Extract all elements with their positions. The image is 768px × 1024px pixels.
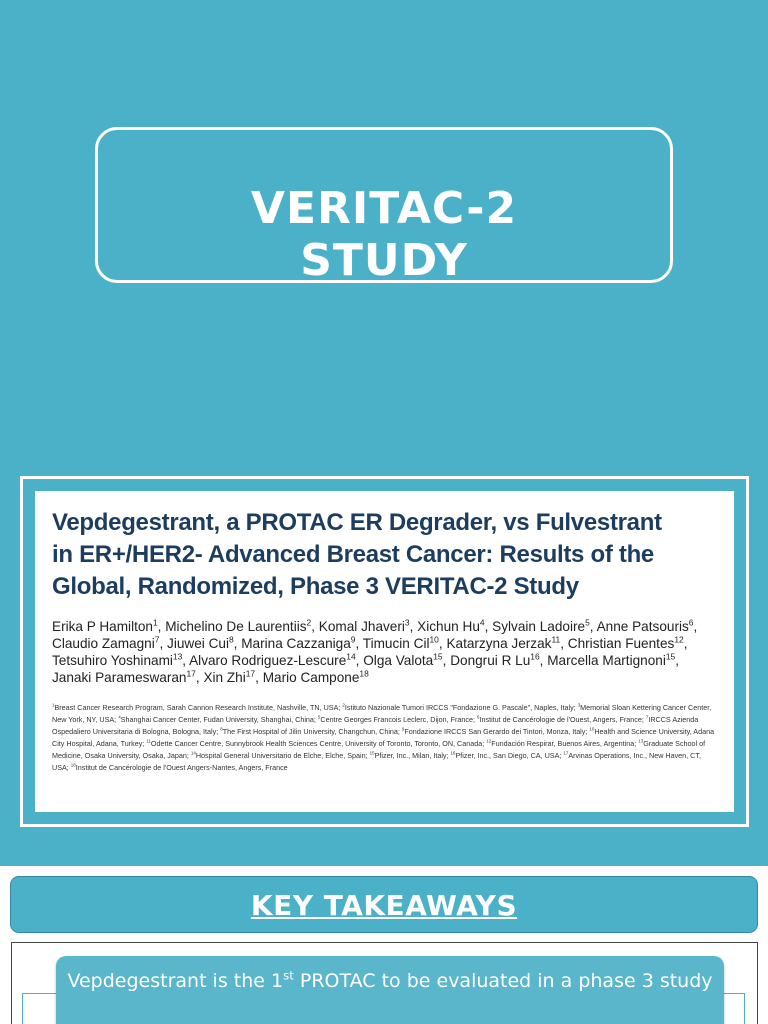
author-affiliation-number: 16 <box>530 651 540 662</box>
affiliation-number: 12 <box>486 738 492 744</box>
author-name: Xin Zhi <box>203 670 246 685</box>
affiliation-number: 7 <box>645 714 649 720</box>
author-affiliation-number: 17 <box>186 668 196 679</box>
affiliation-number: 2 <box>342 702 345 708</box>
affiliation-number: 15 <box>369 750 375 756</box>
affiliation-number: 4 <box>118 714 121 720</box>
affiliation-number: 17 <box>563 750 569 756</box>
author-entry <box>263 670 369 685</box>
affiliation-text: Hospital General Universitario de Elche, Elche, Spain; <box>195 751 370 760</box>
takeaway-point-post: PROTAC to be evaluated in a phase 3 study <box>293 970 713 992</box>
author-entry <box>547 653 675 668</box>
takeaways-panel <box>11 942 758 1024</box>
affiliation-text: Health and Science University, Adana City Hospital, Adana, Turkey; <box>52 727 715 748</box>
author-name: Alvaro Rodriguez-Lescure <box>189 653 347 668</box>
affiliation-text: Istituto Nazionale Tumori IRCCS "Fondazione G. Pascale", Naples, Italy; <box>344 703 578 712</box>
key-takeaways-title: KEY TAKEAWAYS <box>250 889 518 922</box>
author-name: Timucin Cil <box>362 636 430 651</box>
author-affiliation-number: 18 <box>359 668 369 679</box>
affiliation-text: Breast Cancer Research Program, Sarah Cannon Research Institute, Nashville, TN, USA; <box>54 703 343 712</box>
author-affiliation-number: 1 <box>152 617 158 628</box>
paper-title <box>52 507 718 603</box>
author-entry <box>363 653 442 668</box>
paper-title-line-2: in ER+/HER2- Advanced Breast Cancer: Results of the <box>52 541 654 568</box>
affiliation-number: 13 <box>638 738 644 744</box>
author-entry <box>319 619 410 634</box>
author-name: Claudio Zamagni <box>52 636 155 651</box>
author-affiliation-number: 14 <box>346 651 356 662</box>
author-entry <box>167 636 234 651</box>
affiliation-number: 16 <box>450 750 456 756</box>
affiliation-number: 3 <box>577 702 581 708</box>
author-affiliation-number: 4 <box>479 617 485 628</box>
paper-title-line-3: Global, Randomized, Phase 3 VERITAC-2 Study <box>52 573 579 600</box>
author-affiliation-number: 13 <box>172 651 183 662</box>
title-box <box>95 127 673 283</box>
affiliation-number: 5 <box>317 714 321 720</box>
affiliation-text: IRCCS Azienda Ospedaliero Universitaria di Bologna, Bologna, Italy; <box>52 715 699 736</box>
affiliation-text: Pfizer, Inc., Milan, Italy; <box>374 751 451 760</box>
affiliation-text: Centre Georges Francois Leclerc, Dijon, France; <box>320 715 477 724</box>
affiliation-number: 14 <box>190 750 196 756</box>
author-entry <box>165 619 311 634</box>
author-entry <box>52 619 158 634</box>
author-name: Olga Valota <box>363 653 434 668</box>
author-name: Michelino De Laurentiis <box>165 619 307 634</box>
author-affiliation-number: 10 <box>429 634 439 645</box>
author-affiliation-number: 17 <box>245 668 256 679</box>
author-affiliation-number: 2 <box>306 617 312 628</box>
page-title <box>98 183 670 283</box>
author-name: Mario Campone <box>262 670 360 685</box>
author-affiliation-number: 3 <box>404 617 410 628</box>
author-entry <box>189 653 356 668</box>
title-line-1: VERITAC-2 <box>250 183 518 234</box>
author-entry <box>241 636 355 651</box>
paper-frame <box>20 476 749 827</box>
affiliation-text: Institut de Cancérologie de l'Ouest Angers-Nantes, Angers, France <box>75 763 288 772</box>
author-entry <box>52 636 159 651</box>
affiliation-text: Arvinas Operations, Inc., New Haven, CT, USA; <box>52 751 701 772</box>
takeaway-point-card <box>56 956 724 1024</box>
author-name: Dongrui R Lu <box>450 653 531 668</box>
author-entry <box>446 636 560 651</box>
author-affiliation-number: 11 <box>551 634 561 645</box>
author-name: Komal Jhaveri <box>318 619 405 634</box>
author-affiliation-number: 7 <box>154 634 160 645</box>
author-name: Anne Patsouris <box>596 619 689 634</box>
author-name: Tetsuhiro Yoshinami <box>52 653 173 668</box>
affiliation-number: 9 <box>401 726 405 732</box>
author-entry <box>492 619 590 634</box>
author-name: Marcella Martignoni <box>547 653 666 668</box>
affiliation-number: 8 <box>220 726 223 732</box>
affiliation-text: Memorial Sloan Kettering Cancer Center, New York, NY, USA; <box>52 703 712 724</box>
author-entry <box>203 670 255 685</box>
affiliation-number: 6 <box>477 714 480 720</box>
affiliation-text: Pfizer, Inc., San Diego, CA, USA; <box>455 751 564 760</box>
key-takeaways-header <box>10 876 758 933</box>
author-name: Christian Fuentes <box>567 636 675 651</box>
affiliation-text: Odette Cancer Centre, Sunnybrook Health Sciences Centre, University of Toronto, Toronto, ON, Canada; <box>150 739 487 748</box>
author-name: Xichun Hu <box>417 619 480 634</box>
title-line-2: STUDY <box>300 235 468 283</box>
affiliation-text: Shanghai Cancer Center, Fudan University, Shanghai, China; <box>120 715 318 724</box>
paper-title-line-1: Vepdegestrant, a PROTAC ER Degrader, vs Fulvestrant <box>52 509 662 536</box>
author-affiliation-number: 8 <box>228 634 234 645</box>
affiliation-number: 10 <box>589 726 595 732</box>
author-affiliation-number: 6 <box>688 617 694 628</box>
author-affiliation-number: 12 <box>674 634 684 645</box>
takeaway-point-sup: st <box>283 968 294 983</box>
affiliation-text: Fondazione IRCCS San Gerardo dei Tintori, Monza, Italy; <box>404 727 590 736</box>
author-entry <box>363 636 439 651</box>
paper-authors: Erika P Hamilton$^1$, Michelino De Laurentiis$^2$, Komal Jhaveri$^3$, Xichun Hu$^4$, Sylvain Ladoire$^5$, Anne Patsouris$^6$, Claudio Zamagni$^7$, Jiuwei Cui$^8$, Marina Cazzaniga$^9$, Timucin Cil$^{10}$, Katarzyna Jerzak$^{11}$, Christian Fuentes$^{12}$, Tetsuhiro Yoshinami$^{13}$, Alvaro Rodriguez-Lescure$^{14}$, Olga Valota$^{15}$, Dongrui R Lu$^{16}$, Marcella Martignoni$^{15}$, Janaki Parameswaran$^{17}$, Xin Zhi$^{17}$, Mario Campone$^{18}$ <box>52 617 698 685</box>
paper-header-image <box>35 491 734 812</box>
author-entry <box>52 653 182 668</box>
affiliation-text: Fundación Respirar, Buenos Aires, Argentina; <box>491 739 639 748</box>
affiliation-number: 11 <box>146 738 151 744</box>
author-name: Jiuwei Cui <box>167 636 229 651</box>
takeaway-point-text <box>56 970 724 992</box>
author-entry <box>568 636 684 651</box>
affiliation-number: 1 <box>52 702 55 708</box>
author-affiliation-number: 9 <box>350 634 356 645</box>
author-name: Sylvain Ladoire <box>492 619 586 634</box>
affiliation-text: Graduate School of Medicine, Osaka University, Osaka, Japan; <box>52 739 706 760</box>
author-entry <box>597 619 694 634</box>
author-name: Janaki Parameswaran <box>52 670 187 685</box>
author-entry <box>52 670 196 685</box>
author-affiliation-number: 15 <box>665 651 676 662</box>
author-entry <box>417 619 484 634</box>
paper-affiliations <box>52 702 718 774</box>
author-affiliation-number: 5 <box>585 617 590 628</box>
author-name: Katarzyna Jerzak <box>446 636 552 651</box>
affiliation-text: Institut de Cancérologie de l'Ouest, Angers, France; <box>479 715 646 724</box>
author-affiliation-number: 15 <box>433 651 443 662</box>
author-name: Erika P Hamilton <box>52 619 153 634</box>
author-name: Marina Cazzaniga <box>241 636 351 651</box>
author-entry <box>450 653 539 668</box>
affiliation-text: The First Hospital of Jilin University, Changchun, China; <box>222 727 402 736</box>
takeaway-point-pre: Vepdegestrant is the 1 <box>67 970 284 992</box>
affiliation-number: 18 <box>70 762 76 768</box>
